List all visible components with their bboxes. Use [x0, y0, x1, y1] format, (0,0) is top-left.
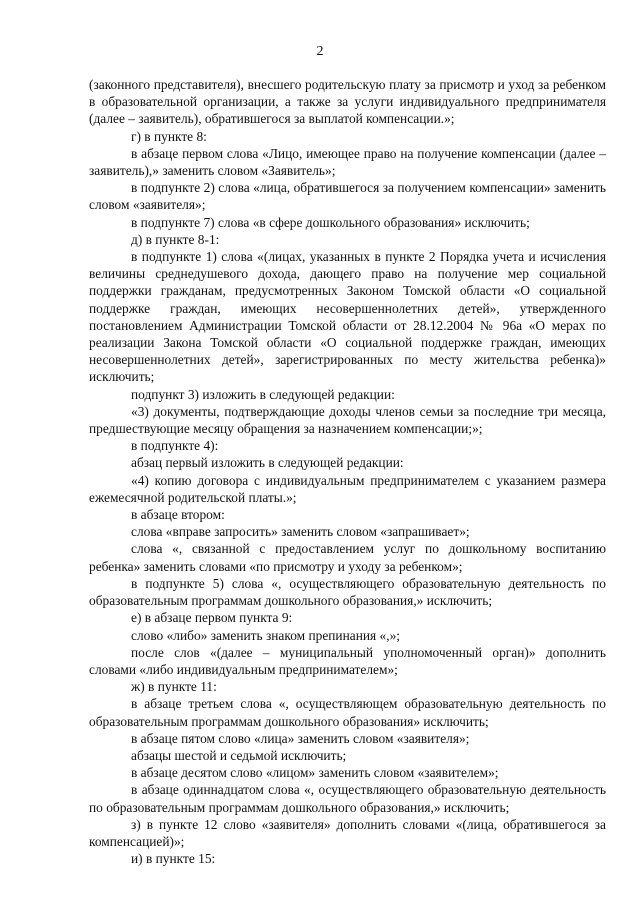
paragraph: и) в пункте 15: — [131, 851, 216, 867]
paragraph: в подпункте 4): — [131, 438, 219, 454]
paragraph: в абзаце пятом слово «лица» заменить словом «заявителя»; — [131, 730, 470, 746]
page-number: 2 — [316, 44, 324, 59]
paragraph: в абзаце третьем слова «, осуществляющем образовательную деятельность по образовательным программам дошкольного образования» исключить; — [89, 696, 606, 729]
paragraph: слово «либо» заменить знаком препинания «,»; — [131, 627, 401, 643]
paragraph: подпункт 3) изложить в следующей редакции: — [131, 386, 395, 402]
paragraph: абзацы шестой и седьмой исключить; — [131, 747, 347, 763]
paragraph: «4) копию договора с индивидуальным предпринимателем с указанием размера ежемесячной родительской платы.»; — [89, 472, 606, 505]
paragraph: в абзаце первом слова «Лицо, имеющее право на получение компенсации (далее – заявитель),» заменить словом «Заявитель»; — [89, 145, 606, 179]
paragraph: в подпункте 2) слова «лица, обратившегося за получением компенсации» заменить словом «заявителя»; — [89, 180, 606, 213]
paragraph: (законного представителя), внесшего родительскую плату за присмотр и уход за ребенком в образовательной организации, а также за услуги индивидуального предпринимателя (далее – заявитель), обратившегося за выплатой компенсации.»; — [89, 77, 606, 127]
paragraph: «3) документы, подтверждающие доходы членов семьи за последние три месяца, предшествующие месяцу обращения за назначением компенсации;»; — [89, 403, 606, 437]
paragraph: в абзаце одиннадцатом слова «, осуществляющего образовательную деятельность по образовательным программам дошкольного образования,» исключить; — [89, 782, 606, 815]
paragraph: з) в пункте 12 слово «заявителя» дополнить словами «(лица, обратившегося за компенсацией)»; — [89, 816, 606, 849]
paragraph: слова «, связанной с предоставлением услуг по дошкольному воспитанию ребенка» заменить словами «по присмотру и уходу за ребенком»; — [89, 541, 606, 574]
paragraph: абзац первый изложить в следующей редакции: — [131, 455, 404, 471]
paragraph: в абзаце десятом слово «лицом» заменить словом «заявителем»; — [131, 765, 499, 781]
paragraph: после слов «(далее – муниципальный уполномоченный орган)» дополнить словами «либо индивидуальным предпринимателем»; — [89, 644, 606, 677]
paragraph: г) в пункте 8: — [131, 128, 207, 144]
paragraph: ж) в пункте 11: — [131, 679, 217, 695]
paragraph: д) в пункте 8-1: — [131, 231, 220, 247]
paragraph: е) в абзаце первом пункта 9: — [131, 610, 293, 626]
paragraph: в абзаце втором: — [131, 507, 225, 523]
document-body — [89, 76, 606, 867]
paragraph: слова «вправе запросить» заменить словом «запрашивает»; — [131, 524, 470, 540]
paragraph: в подпункте 1) слова «(лицах, указанных в пункте 2 Порядка учета и исчисления величины среднедушевого дохода, дающего право на получение мер социальной поддержки гражданам, предусмотренных Законом Томской области «О социальной поддержке граждан, имеющих несовершеннолетних детей», утвержденного постановлением Администрации Томской области от 28.12.2004 № 96а «О мерах по реализации Закона Томской области «О социальной поддержке граждан, имеющих несовершеннолетних детей», зарегистрированных по месту жительства ребенка)» исключить; — [89, 249, 606, 385]
paragraph: в подпункте 5) слова «, осуществляющего образовательную деятельность по образовательным программам дошкольного образования,» исключить; — [89, 575, 606, 609]
paragraph: в подпункте 7) слова «в сфере дошкольного образования» исключить; — [131, 214, 530, 230]
